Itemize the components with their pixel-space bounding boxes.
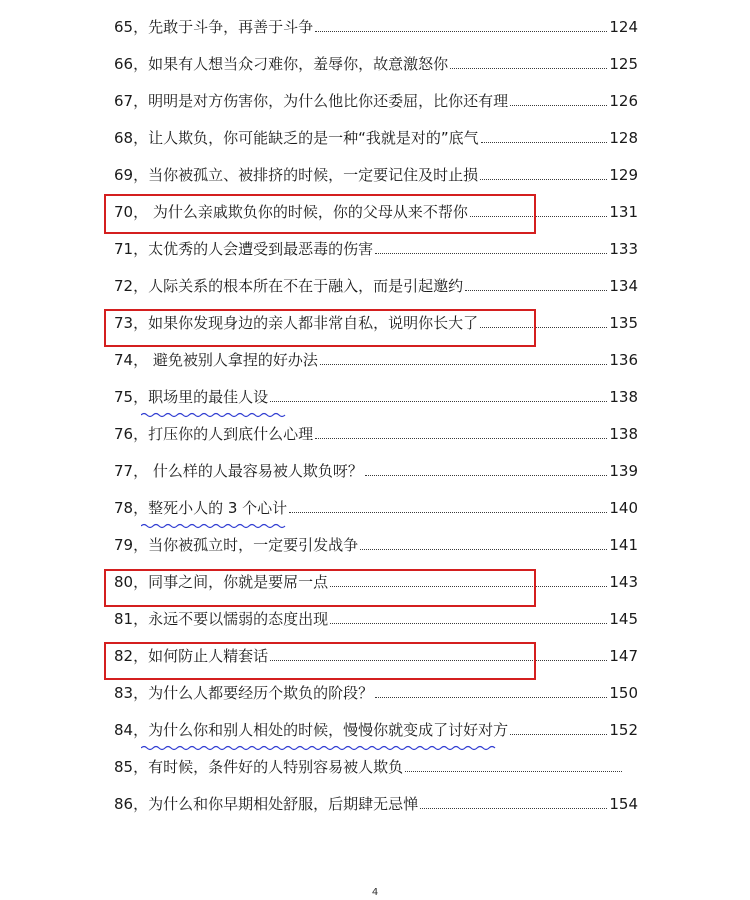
- toc-entry-title: 70， 为什么亲戚欺负你的时候，你的父母从来不帮你: [114, 203, 468, 221]
- toc-entry-page: 139: [609, 462, 638, 480]
- dot-leader: [330, 623, 607, 624]
- toc-entry[interactable]: [114, 603, 638, 629]
- dot-leader: [320, 364, 608, 365]
- toc-entry-page: 154: [609, 795, 638, 813]
- toc-entry[interactable]: [114, 455, 638, 481]
- toc-entry-page: 138: [609, 388, 638, 406]
- toc-entry-title: 84，为什么你和别人相处的时候，慢慢你就变成了讨好对方: [114, 721, 509, 739]
- toc-entry-page: 152: [609, 721, 638, 739]
- toc-entry-title: 86，为什么和你早期相处舒服，后期肆无忌惮: [114, 795, 419, 813]
- toc-entry-title: 69，当你被孤立、被排挤的时候，一定要记住及时止损: [114, 166, 479, 184]
- toc-entry[interactable]: [114, 788, 638, 814]
- dot-leader: [465, 290, 607, 291]
- toc-entry[interactable]: [114, 11, 638, 37]
- dot-leader: [360, 549, 607, 550]
- toc-entry[interactable]: [114, 529, 638, 555]
- toc-entry[interactable]: [114, 307, 638, 333]
- dot-leader: [270, 660, 607, 661]
- toc-entry[interactable]: [114, 85, 638, 111]
- toc-entry[interactable]: [114, 159, 638, 185]
- toc-entry-page: 128: [609, 129, 638, 147]
- toc-entry-page: 138: [609, 425, 638, 443]
- dot-leader: [481, 142, 608, 143]
- dot-leader: [315, 31, 607, 32]
- toc-entry-title: 71，太优秀的人会遭受到最恶毒的伤害: [114, 240, 374, 258]
- page-number: 4: [371, 887, 379, 898]
- toc-entry-title: 66，如果有人想当众刁难你，羞辱你，故意激怒你: [114, 55, 449, 73]
- toc-entry-page: 129: [609, 166, 638, 184]
- dot-leader: [365, 475, 608, 476]
- toc-entry[interactable]: [114, 640, 638, 666]
- toc-entry-title: 77， 什么样的人最容易被人欺负呀？: [114, 462, 363, 480]
- toc-entry-title: 83，为什么人都要经历个欺负的阶段？: [114, 684, 374, 702]
- dot-leader: [315, 438, 607, 439]
- toc-entry[interactable]: [114, 751, 624, 777]
- dot-leader: [450, 68, 607, 69]
- toc-entry-title: 68，让人欺负，你可能缺乏的是一种“我就是对的”底气: [114, 129, 479, 147]
- toc-entry[interactable]: [114, 381, 638, 407]
- toc-entry-title: 65，先敢于斗争，再善于斗争: [114, 18, 314, 36]
- dot-leader: [470, 216, 608, 217]
- dot-leader: [420, 808, 607, 809]
- toc-entry-page: 150: [609, 684, 638, 702]
- toc-entry[interactable]: [114, 492, 638, 518]
- toc-entry-page: 124: [609, 18, 638, 36]
- toc-entry-title: 79，当你被孤立时，一定要引发战争: [114, 536, 359, 554]
- toc-entry[interactable]: [114, 714, 638, 740]
- dot-leader: [289, 512, 607, 513]
- toc-entry-page: 133: [609, 240, 638, 258]
- toc-entry-title: 75，职场里的最佳人设: [114, 388, 269, 406]
- toc-entry[interactable]: [114, 566, 638, 592]
- toc-entry-title: 72，人际关系的根本所在不在于融入，而是引起邀约: [114, 277, 464, 295]
- toc-entry-page: 143: [609, 573, 638, 591]
- dot-leader: [375, 697, 607, 698]
- dot-leader: [405, 771, 622, 772]
- toc-entry-title: 80，同事之间，你就是要屌一点: [114, 573, 329, 591]
- toc-entry[interactable]: [114, 233, 638, 259]
- dot-leader: [480, 179, 607, 180]
- toc-entry-page: 145: [609, 610, 638, 628]
- toc-entry-page: 147: [609, 647, 638, 665]
- toc-entry[interactable]: [114, 122, 638, 148]
- dot-leader: [510, 105, 607, 106]
- dot-leader: [330, 586, 607, 587]
- dot-leader: [375, 253, 607, 254]
- toc-entry-page: 135: [609, 314, 638, 332]
- toc-entry-title: 73，如果你发现身边的亲人都非常自私，说明你长大了: [114, 314, 479, 332]
- toc-entry[interactable]: [114, 344, 638, 370]
- toc-entry-title: 74， 避免被别人拿捏的好办法: [114, 351, 318, 369]
- dot-leader: [480, 327, 607, 328]
- toc-entry-page: 126: [609, 92, 638, 110]
- toc-entry-page: 131: [609, 203, 638, 221]
- toc-entry-page: 136: [609, 351, 638, 369]
- toc-entry-page: 134: [609, 277, 638, 295]
- toc-entry-title: 76，打压你的人到底什么心理: [114, 425, 314, 443]
- toc-entry-title: 85，有时候，条件好的人特别容易被人欺负: [114, 758, 404, 776]
- toc-entry[interactable]: [114, 677, 638, 703]
- toc-entry[interactable]: [114, 270, 638, 296]
- dot-leader: [270, 401, 607, 402]
- toc-entry-title: 81，永远不要以懦弱的态度出现: [114, 610, 329, 628]
- toc-entry-page: 141: [609, 536, 638, 554]
- dot-leader: [510, 734, 607, 735]
- toc-entry-title: 82，如何防止人精套话: [114, 647, 269, 665]
- toc-entry-title: 78，整死小人的 3 个心计: [114, 499, 288, 517]
- toc-entry[interactable]: [114, 196, 638, 222]
- toc-entry[interactable]: [114, 418, 638, 444]
- toc-entry-page: 125: [609, 55, 638, 73]
- toc-entry-title: 67，明明是对方伤害你，为什么他比你还委屈，比你还有理: [114, 92, 509, 110]
- toc-entry-page: 140: [609, 499, 638, 517]
- toc-entry[interactable]: [114, 48, 638, 74]
